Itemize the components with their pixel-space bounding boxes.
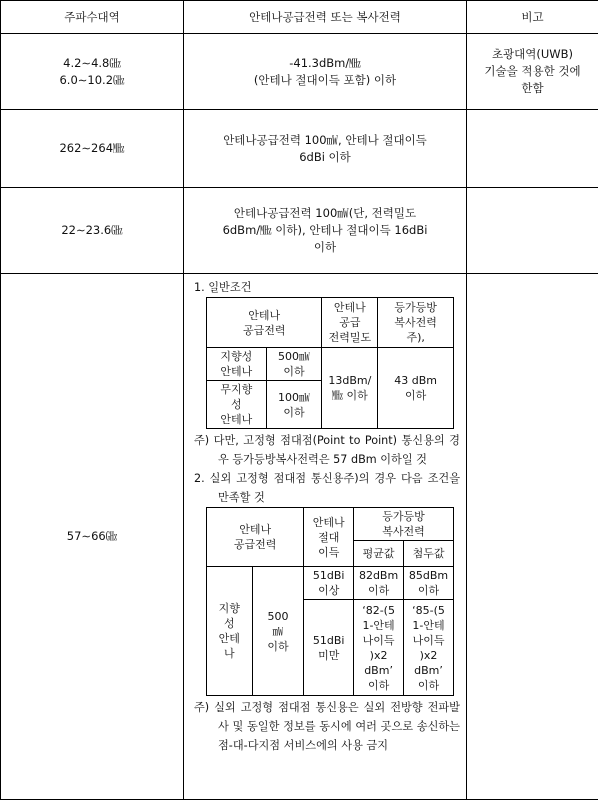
band-cell: 262∼264㎒ (1, 110, 184, 188)
directional-antenna-label: 지향성 안테나 (207, 348, 267, 381)
header-note: 비고 (467, 1, 598, 34)
band-cell: 22∼23.6㎓ (1, 188, 184, 274)
header-band: 주파수대역 (1, 1, 184, 34)
table-row (1, 274, 598, 800)
note-cell: 초광대역(UWB) 기술을 적용한 것에 한함 (467, 34, 598, 110)
eirp-value: 43 dBm 이하 (378, 348, 454, 429)
conditions-cell (184, 274, 467, 800)
band-cell: 57∼66㎓ (1, 274, 184, 800)
directional-antenna-label: 지향 성 안테 나 (207, 567, 253, 696)
gain-low-label: 51dBi 미만 (304, 600, 354, 696)
directional-power-value: 500㎽ 이하 (266, 348, 322, 381)
general-conditions-title: 1. 일반조건 (194, 281, 252, 294)
col-power-header: 안테나 공급전력 (207, 508, 304, 567)
outdoor-conditions-table (206, 507, 454, 696)
gain-low-average: ‘82-(5 1-안테 나이득 )x2 dBm’ 이하 (354, 600, 404, 696)
note-cell (467, 188, 598, 274)
outdoor-conditions-note: 주) 실외 고정형 점대점 통신용은 실외 전방향 전파발사 및 동일한 정보를 동시에 여러 곳으로 송신하는 점-대-다지점 서비스에의 사용 금지 (194, 701, 460, 752)
note-cell (467, 274, 598, 800)
outdoor-conditions-title: 2. 실외 고정형 점대점 통신용주)의 경우 다음 조건을 만족할 것 (194, 472, 460, 504)
density-value: 13dBm/ ㎒ 이하 (322, 348, 378, 429)
general-conditions-note: 주) 다만, 고정형 점대점(Point to Point) 통신용의 경우 등가등방복사전력은 57 dBm 이하일 것 (194, 434, 460, 466)
col-density-header: 안테나 공급 전력밀도 (322, 298, 378, 348)
antenna-power-value: 500 ㎽ 이하 (252, 567, 304, 696)
table-row (1, 188, 598, 274)
power-cell: 안테나공급전력 100㎽(단, 전력밀도 6dBm/㎒ 이하), 안테나 절대이득 16dBi 이하 (184, 188, 467, 274)
col-eirp-header: 등가등방 복사전력 (354, 508, 454, 541)
gain-low-peak: ‘85-(5 1-안테 나이득 )x2 dBm’ 이하 (404, 600, 454, 696)
table-row (1, 34, 598, 110)
gain-high-average: 82dBm 이하 (354, 567, 404, 600)
col-power-header: 안테나 공급전력 (207, 298, 322, 348)
col-eirp-header: 등가등방 복사전력 주), (378, 298, 454, 348)
header-power: 안테나공급전력 또는 복사전력 (184, 1, 467, 34)
power-cell: -41.3dBm/㎒ (안테나 절대이득 포함) 이하 (184, 34, 467, 110)
col-gain-header: 안테나 절대 이득 (304, 508, 354, 567)
col-peak-header: 첨두값 (404, 541, 454, 567)
band-cell: 4.2∼4.8㎓ 6.0∼10.2㎓ (1, 34, 184, 110)
note-cell (467, 110, 598, 188)
omni-antenna-label: 무지향 성 안테나 (207, 381, 267, 429)
table-row (1, 110, 598, 188)
omni-power-value: 100㎽ 이하 (266, 381, 322, 429)
power-cell: 안테나공급전력 100㎽, 안테나 절대이득 6dBi 이하 (184, 110, 467, 188)
gain-high-peak: 85dBm 이하 (404, 567, 454, 600)
gain-high-label: 51dBi 이상 (304, 567, 354, 600)
general-conditions-table (206, 297, 454, 429)
col-average-header: 평균값 (354, 541, 404, 567)
